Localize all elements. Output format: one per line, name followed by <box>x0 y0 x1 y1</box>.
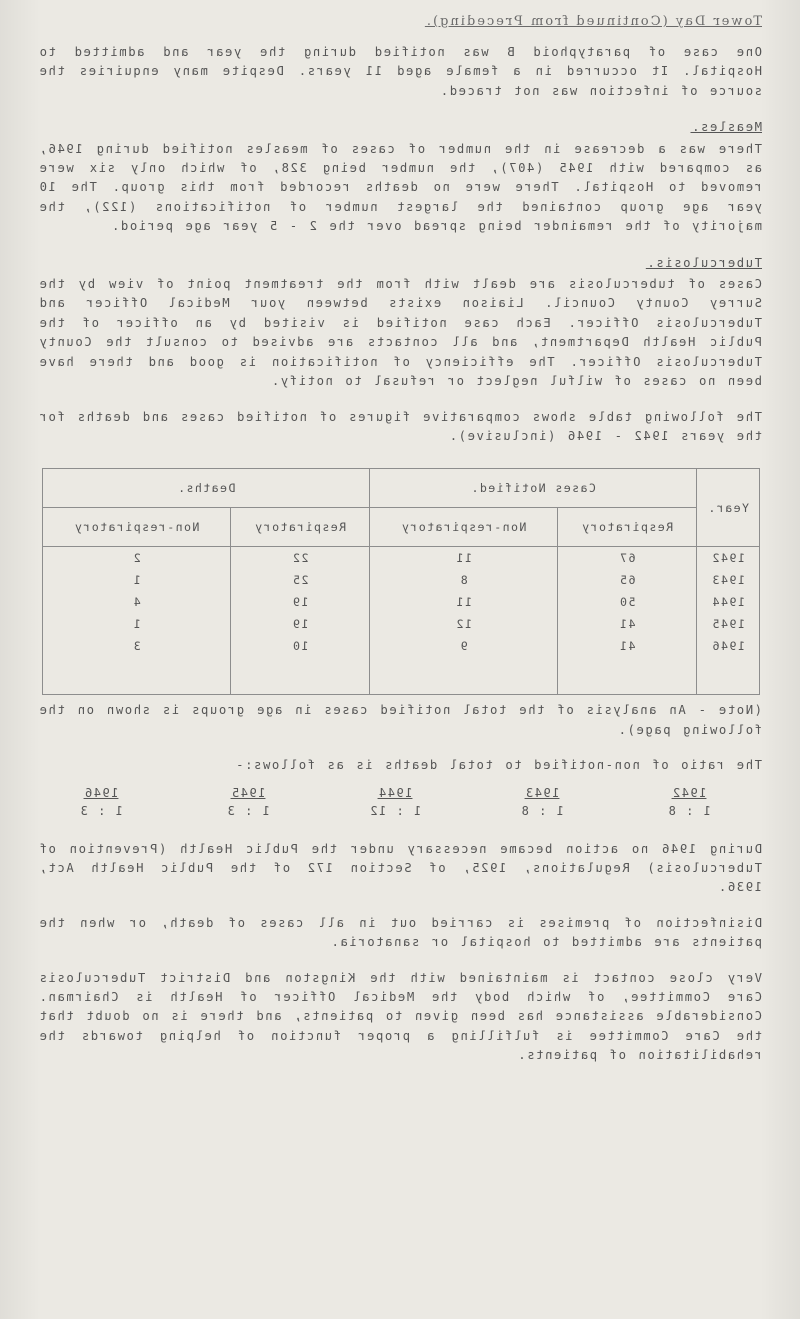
ratio-year: 1944 <box>377 785 413 800</box>
table-row <box>43 591 760 613</box>
cell-cases-resp: 50 <box>557 591 696 613</box>
cell-deaths-resp: 25 <box>231 569 370 591</box>
cell-cases-resp: 41 <box>557 635 696 695</box>
ratio-item <box>193 786 303 818</box>
ratio-list <box>46 786 744 818</box>
disinfection-paragraph: Disinfection of premises is carried out in all cases of death, or when the patients are admitted to hospital or sanatoria. <box>38 915 762 950</box>
subheader-cases-respiratory: Respiratory <box>557 508 696 547</box>
ratio-value: 1 : 3 <box>79 803 123 818</box>
ratio-value: 1 : 3 <box>226 803 270 818</box>
cell-cases-nonresp: 11 <box>370 591 558 613</box>
tuberculosis-table <box>42 468 760 695</box>
cell-cases-resp: 41 <box>557 613 696 635</box>
ratio-item <box>487 786 597 818</box>
cell-deaths-nonresp: 1 <box>43 569 231 591</box>
subheader-cases-non-respiratory: Non-respiratory <box>370 508 558 547</box>
row-year: 1943 <box>697 569 760 591</box>
cell-deaths-resp: 19 <box>231 591 370 613</box>
regulations-paragraph: During 1946 no action became necessary under the Public Health (Prevention of Tuberculosis) Regulations, 1925, of Section 172 of the Public Health Act, 1936. <box>38 841 762 895</box>
table-row <box>43 635 760 695</box>
ratio-year: 1943 <box>524 785 560 800</box>
table-subheader-row <box>43 508 760 547</box>
tuberculosis-paragraph: Cases of tuberculosis are dealt with from the treatment point of view by the Surrey County Council. Liaison exists between your Medical Officer and Tuberculosis Officer. Each case notified is visited by an officer of the Public Health Department, and all contacts are advised to consult the County Tuberculosis Officer. The efficiency of notification is good and there have been no cases of wilful neglect or refusal to notify. <box>38 277 762 389</box>
table-row <box>43 569 760 591</box>
cell-deaths-nonresp: 1 <box>43 613 231 635</box>
cell-deaths-resp: 10 <box>231 635 370 695</box>
ratio-year: 1942 <box>671 785 707 800</box>
subheader-deaths-respiratory: Respiratory <box>231 508 370 547</box>
cell-deaths-resp: 22 <box>231 547 370 570</box>
table-intro: The following table shows comparative figures of notified cases and deaths for the years 1942 - 1946 (inclusive). <box>38 409 762 443</box>
cell-cases-resp: 67 <box>557 547 696 570</box>
ratio-year: 1946 <box>83 785 119 800</box>
cell-deaths-nonresp: 2 <box>43 547 231 570</box>
page-content <box>38 14 762 1082</box>
care-committee-paragraph: Very close contact is maintained with the Kingston and District Tuberculosis Care Committee, of which body the Medical Officer of Health is Chairman. Considerable assistance has been given to patients, and there is no doubt that the Care Committee is fulfilling a proper function of helping towards the rehabilitation of patients. <box>38 970 762 1063</box>
age-group-note: (Note - An analysis of the total notified cases in age groups is shown on the following page). <box>38 703 762 737</box>
ratio-item <box>46 786 156 818</box>
paratyphoid-paragraph: One case of paratyphoid B was notified during the year and admitted to Hospital. It occurred in a female aged 11 years. Despite many enquiries the source of infection was not traced. <box>38 45 762 98</box>
row-year: 1945 <box>697 613 760 635</box>
cell-cases-nonresp: 8 <box>370 569 558 591</box>
ratio-value: 1 : 12 <box>368 803 422 818</box>
ratio-item <box>340 786 450 818</box>
header-cases-notified: Cases Notified. <box>370 469 697 508</box>
row-year: 1944 <box>697 591 760 613</box>
page-heading: Tower Day (Continued from Preceding). <box>424 14 762 29</box>
row-year: 1946 <box>697 635 760 695</box>
cell-cases-nonresp: 9 <box>370 635 558 695</box>
cell-deaths-nonresp: 3 <box>43 635 231 695</box>
table-row <box>43 613 760 635</box>
cell-deaths-nonresp: 4 <box>43 591 231 613</box>
tuberculosis-heading: Tuberculosis. <box>645 255 762 270</box>
header-year: Year. <box>697 469 760 547</box>
measles-heading: Measles. <box>690 120 762 135</box>
ratio-value: 1 : 8 <box>520 803 564 818</box>
ratio-value: 1 : 8 <box>667 803 711 818</box>
subheader-deaths-non-respiratory: Non-respiratory <box>43 508 231 547</box>
ratio-year: 1945 <box>230 785 266 800</box>
table-header-row <box>43 469 760 508</box>
ratio-intro: The ratio of non-notified to total deaths is as follows:- <box>234 758 762 773</box>
cell-cases-resp: 65 <box>557 569 696 591</box>
row-year: 1942 <box>697 547 760 570</box>
cell-deaths-resp: 19 <box>231 613 370 635</box>
header-deaths: Deaths. <box>43 469 370 508</box>
measles-paragraph: There was a decrease in the number of cases of measles notified during 1946, as compared with 1945 (407), the number being 328, of which only six were removed to Hospital. There were no deaths recorded from this group. The 10 year age group contained the largest number of notifications (122), the majority of the remainder being spread over the 2 - 5 year age period. <box>38 141 762 234</box>
cell-cases-nonresp: 11 <box>370 547 558 570</box>
ratio-item <box>634 786 744 818</box>
cell-cases-nonresp: 12 <box>370 613 558 635</box>
table-row <box>43 547 760 570</box>
tuberculosis-table-wrap <box>38 468 762 695</box>
